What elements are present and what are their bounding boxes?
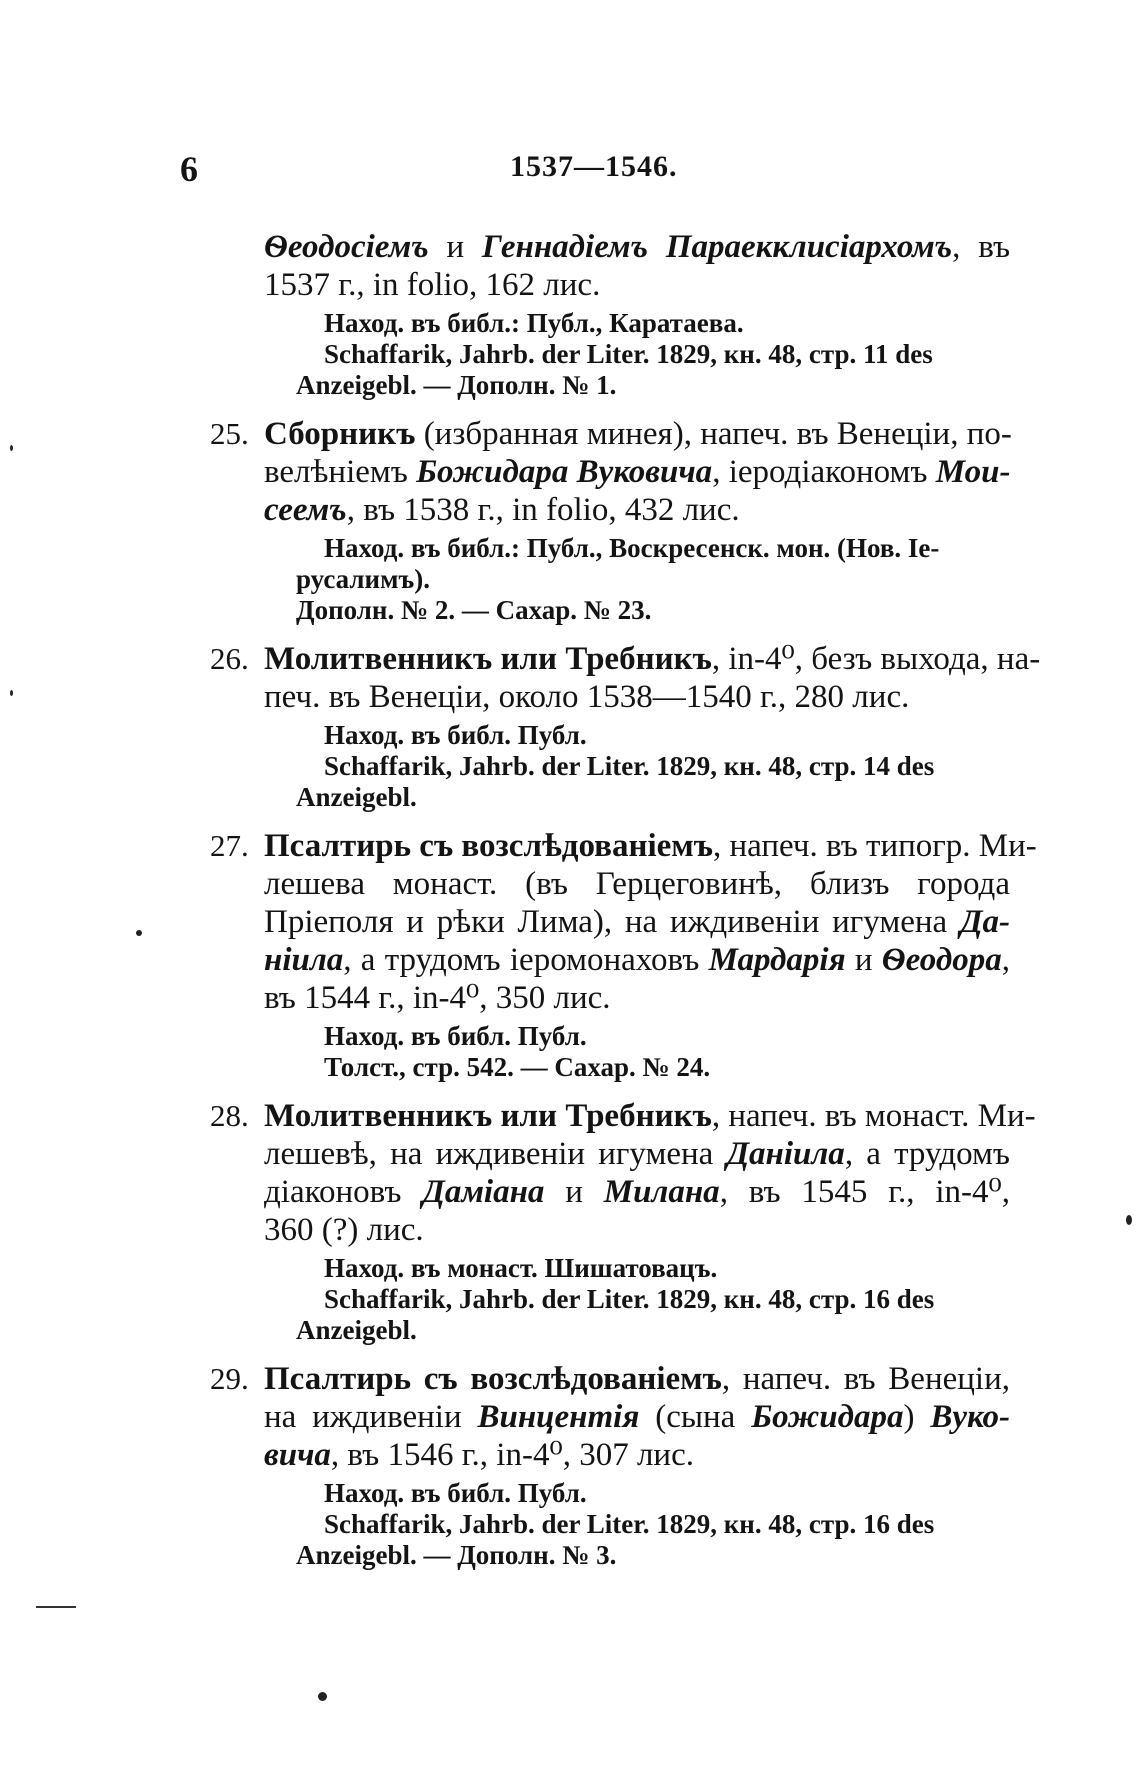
- page-number: 6: [180, 149, 198, 189]
- entry-title: Сборникъ: [264, 416, 416, 452]
- text-line: въ 1544 г., in-4⁰, 350 лис.: [264, 980, 611, 1016]
- holdings-note-continued: русалимъ).: [296, 564, 430, 594]
- scan-mark: [36, 1606, 76, 1608]
- reference-note: Schaffarik, Jahrb. der Liter. 1829, кн. 48, стр. 11 des: [324, 339, 933, 369]
- holdings-note: Наход. въ библ. Публ.: [324, 1021, 587, 1051]
- entry-first-line: 29. Псалтирь съ возслѣдованіемъ, напеч. въ Венеціи,: [210, 1361, 1010, 1397]
- reference-note: Schaffarik, Jahrb. der Liter. 1829, кн. 48, стр. 16 des: [324, 1284, 935, 1314]
- entry-first-line: 26. Молитвенникъ или Требникъ, in-4⁰, безъ выхода, на-: [210, 641, 1041, 677]
- reference-note-continued: Anzeigebl. — Дополн. № 1.: [296, 370, 617, 400]
- entry-26: [210, 640, 1041, 813]
- text-line: лешева монаст. (въ Герцеговинѣ, близъ города: [264, 866, 1010, 902]
- entry-28: [210, 1097, 1036, 1346]
- ink-speck: [1126, 1215, 1132, 1225]
- text-line: велѣніемъ Божидара Вуковича, іеродіакономъ Мои-: [264, 454, 1011, 490]
- entry-first-line: 27. Псалтирь съ возслѣдованіемъ, напеч. въ типогр. Ми-: [210, 828, 1037, 864]
- reference-note-continued: Anzeigebl. — Дополн. № 3.: [296, 1540, 617, 1570]
- ink-speck: [318, 1692, 327, 1701]
- text-line: 360 (?) лис.: [264, 1212, 424, 1248]
- entry-number: 25.: [210, 416, 249, 451]
- page-body: [210, 228, 1041, 1571]
- text-line: нiила, а трудомъ іеромонаховъ Мардарія и Ѳеодора,: [264, 942, 1010, 978]
- text-line: Ѳеодосіемъ и Геннадіемъ Параекклисіархомъ, въ: [264, 229, 1011, 265]
- ink-speck: [136, 930, 142, 936]
- entry-24-continuation: [210, 228, 1010, 401]
- text-line: на иждивеніи Винцентія (сына Божидара) Вуко-: [264, 1399, 1010, 1435]
- entry-title: Молитвенникъ или Требникъ: [264, 1098, 712, 1134]
- text-line: печ. въ Венеціи, около 1538—1540 г., 280 лис.: [264, 679, 910, 715]
- holdings-note: Наход. въ монаст. Шишатовацъ.: [324, 1253, 718, 1283]
- reference-note: Schaffarik, Jahrb. der Liter. 1829, кн. 48, стр. 14 des: [324, 751, 935, 781]
- entry-title: Молитвенникъ или Требникъ: [264, 641, 712, 677]
- text-line: вича, въ 1546 г., in-4⁰, 307 лис.: [264, 1437, 694, 1473]
- entry-number: 28.: [210, 1098, 249, 1133]
- entry-first-line: 28. Молитвенникъ или Требникъ, напеч. въ монаст. Ми-: [210, 1098, 1036, 1134]
- ink-speck: [10, 445, 13, 451]
- reference-note-continued: Anzeigebl.: [296, 782, 417, 812]
- holdings-note: Наход. въ библ.: Публ., Каратаева.: [324, 308, 744, 338]
- text-line: сеемъ, въ 1538 г., in folio, 432 лис.: [264, 492, 740, 528]
- entry-title: Псалтирь съ возслѣдованіемъ: [264, 1361, 722, 1397]
- entry-25: [210, 415, 1010, 626]
- reference-note: Толст., стр. 542. — Сахар. № 24.: [324, 1052, 711, 1082]
- reference-note-continued: Anzeigebl.: [296, 1315, 417, 1345]
- holdings-note: Наход. въ библ. Публ.: [324, 1478, 587, 1508]
- entry-title: Псалтирь съ возслѣдованіемъ: [264, 828, 713, 864]
- holdings-note: Наход. въ библ.: Публ., Воскресенск. мон. (Нов. Іе-: [324, 533, 940, 563]
- text-line: 1537 г., in folio, 162 лис.: [264, 267, 601, 303]
- page-header: [180, 148, 1040, 188]
- text-line: діаконовъ Дамiана и Милана, въ 1545 г., in-4⁰,: [264, 1174, 1010, 1210]
- reference-note: Дополн. № 2. — Сахар. № 23.: [296, 595, 652, 625]
- running-head: 1537—1546.: [510, 150, 678, 183]
- entry-number: 27.: [210, 828, 249, 863]
- text-line: лешевѣ, на иждивеніи игумена Данiила, а трудомъ: [264, 1136, 1010, 1172]
- entry-first-line: 25. Сборникъ (избранная минея), напеч. въ Венеціи, по-: [210, 416, 1012, 452]
- text-line: Пріеполя и рѣки Лима), на иждивеніи игумена Да-: [264, 904, 1010, 940]
- entry-number: 29.: [210, 1361, 249, 1396]
- holdings-note: Наход. въ библ. Публ.: [324, 720, 587, 750]
- reference-note: Schaffarik, Jahrb. der Liter. 1829, кн. 48, стр. 16 des: [324, 1509, 935, 1539]
- ink-speck: [10, 690, 13, 696]
- entry-number: 26.: [210, 641, 249, 676]
- entry-29: [210, 1360, 1010, 1571]
- entry-27: [210, 827, 1037, 1083]
